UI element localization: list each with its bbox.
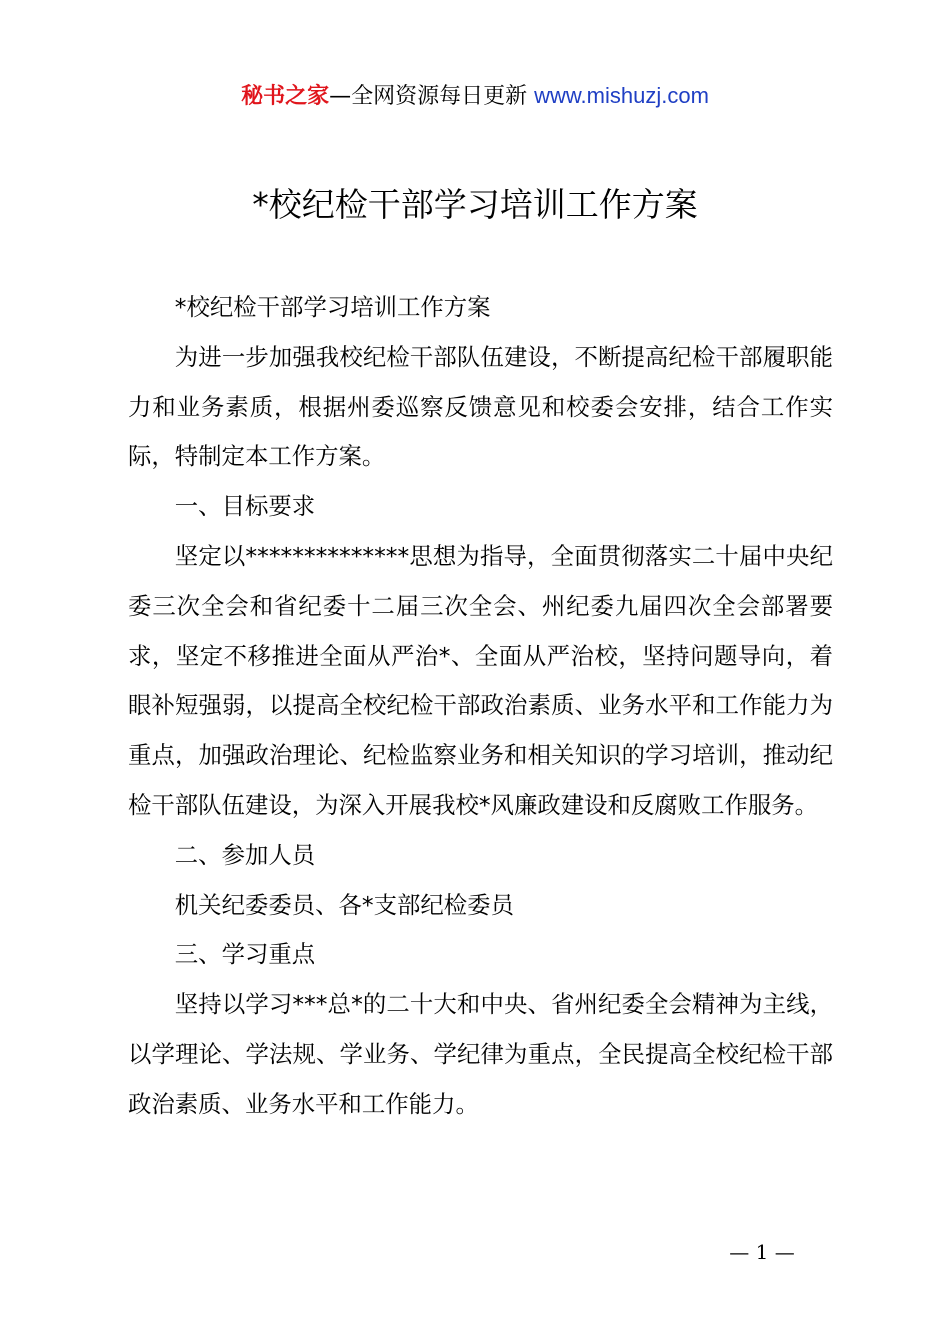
site-url-link[interactable]: www.mishuzj.com	[534, 83, 709, 108]
site-tagline: —全网资源每日更新	[329, 84, 535, 109]
paragraph-intro: 为进一步加强我校纪检干部队伍建设，不断提高纪检干部履职能力和业务素质，根据州委巡察反馈意见和校委会安排，结合工作实际，特制定本工作方案。	[128, 342, 833, 471]
section-heading-focus: 三、学习重点	[174, 940, 316, 969]
paragraph-subtitle: *校纪检干部学习培训工作方案	[174, 293, 491, 321]
paragraph-goals: 坚定以**************思想为指导，全面贯彻落实二十届中央纪委三次全会和省纪委十二届三次全会、州纪委九届四次全会部署要求，坚定不移推进全面从严治*、全面从严治校，坚持问题导向，着眼补短强弱，以提高全校纪检干部政治素质、业务水平和工作能力为重点，加强政治理论、纪检监察业务和相关知识的学习培训，推动纪检干部队伍建设，为深入开展我校*风廉政建设和反腐败工作服务。	[128, 541, 833, 819]
paragraph-focus: 坚持以学习***总*的二十大和中央、省州纪委全会精神为主线，以学理论、学法规、学业务、学纪律为重点，全民提高全校纪检干部政治素质、业务水平和工作能力。	[128, 990, 833, 1118]
site-brand: 秘书之家	[241, 84, 330, 109]
page-number: — 1 —	[729, 1240, 795, 1264]
paragraph-participants: 机关纪委委员、各*支部纪检委员	[174, 890, 514, 919]
section-heading-goals: 一、目标要求	[174, 492, 316, 521]
document-body	[128, 283, 833, 1130]
site-header	[0, 80, 950, 113]
section-heading-participants: 二、参加人员	[174, 840, 316, 869]
document-title: *校纪检干部学习培训工作方案	[252, 185, 698, 224]
